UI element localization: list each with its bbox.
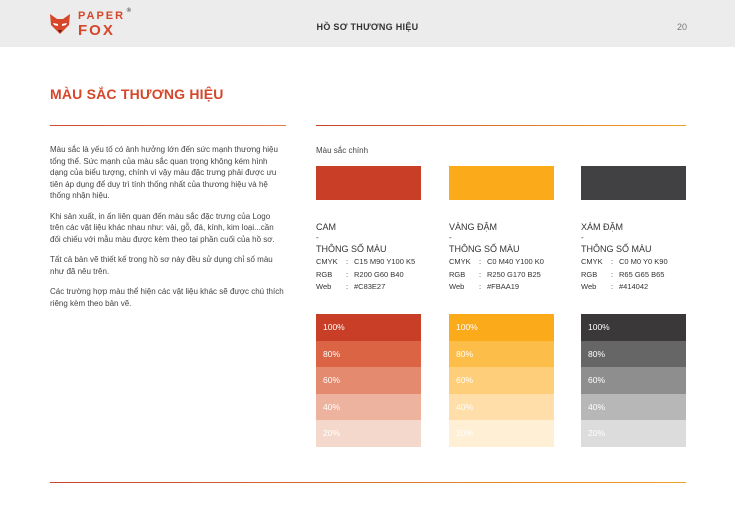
tint-step: 60% [581,367,686,394]
separator: : [346,282,349,291]
section-title: MÀU SẮC THƯƠNG HIỆU [50,86,224,102]
tint-step: 20% [316,420,421,447]
color-swatch [449,166,554,200]
dash: - [581,233,584,242]
separator: : [611,282,614,291]
rgb-row [316,269,446,282]
separator: : [611,269,614,279]
tint-step: 20% [449,420,554,447]
tint-step: 40% [316,394,421,421]
tint-scale [581,314,686,447]
tint-step: 40% [449,394,554,421]
tint-scale [449,314,554,447]
spec-title: THÔNG SỐ MÀU [581,244,652,254]
web-row [581,281,711,294]
main-colors-label: Màu sắc chính [316,146,369,155]
web-row [449,281,579,294]
separator: : [346,269,349,279]
rgb-value: R65 G65 B65 [619,269,665,279]
separator: : [346,257,349,266]
description-text [50,144,286,318]
rgb-key: RGB [581,269,598,279]
separator: : [479,282,482,291]
page-number: 20 [676,22,687,32]
color-spec [316,221,446,294]
rgb-row [449,269,579,282]
document-title: HỒ SƠ THƯƠNG HIỆU [316,22,419,32]
cmyk-key: CMYK [449,257,471,266]
web-key: Web [581,282,597,291]
web-value: #C83E27 [354,282,386,291]
logo-text-fox: FOX [78,21,115,39]
paragraph: Các trường hợp màu thể hiện các vật liệu khác sẽ được chú thích riêng kèm theo bản vẽ. [50,287,284,308]
web-value: #414042 [619,282,649,291]
web-key: Web [316,282,332,291]
color-swatch [581,166,686,200]
tint-step: 60% [316,367,421,394]
spec-title: THÔNG SỐ MÀU [316,244,387,254]
cmyk-row [449,256,579,269]
tint-step: 40% [581,394,686,421]
footer-divider [50,482,686,483]
dash: - [449,233,452,242]
tint-step: 80% [581,341,686,368]
color-spec [581,221,711,294]
tint-scale [316,314,421,447]
rgb-value: R200 G60 B40 [354,269,404,279]
rgb-value: R250 G170 B25 [487,269,541,279]
web-key: Web [449,282,465,291]
cmyk-key: CMYK [316,257,338,266]
tint-step: 100% [316,314,421,341]
rgb-row [581,269,711,282]
logo-text-paper: PAPER ® [78,7,134,22]
rgb-key: RGB [449,269,466,279]
registered-mark: ® [126,7,134,14]
web-row [316,281,446,294]
color-name: VÀNG ĐẬM [449,222,498,232]
tint-step: 80% [316,341,421,368]
tint-step: 100% [449,314,554,341]
tint-step: 80% [449,341,554,368]
cmyk-value: C0 M40 Y100 K0 [487,257,544,266]
separator: : [611,257,614,266]
paragraph: Màu sắc là yếu tố có ảnh hưởng lớn đến sức mạnh thương hiệu tổng thể. Sức mạnh của màu sắc quan trọng không kém hình dạng của biểu tượng, chính vì vậy màu đặc trưng phải được ưu tiên áp dụng để duy trì tính thống nhất của thương hiệu và hệ thống nhận hiệu. [50,145,278,200]
color-name: CAM [316,222,336,232]
color-swatch [316,166,421,200]
cmyk-value: C15 M90 Y100 K5 [354,257,416,266]
separator: : [479,257,482,266]
paragraph: Khi sản xuất, in ấn liên quan đến màu sắc đặc trưng của Logo trên các vật liệu khác nhau như: vải, gỗ, đá, kính, kim loại...cần đối chiếu với mẫu màu được kèm theo tại phần cuối của hồ sơ. [50,211,275,244]
page-header [0,0,735,47]
cmyk-row [581,256,711,269]
tint-step: 60% [449,367,554,394]
section-divider-left [50,125,286,126]
cmyk-value: C0 M0 Y0 K90 [619,257,668,266]
cmyk-row [316,256,446,269]
color-name: XÁM ĐẬM [581,222,624,232]
dash: - [316,233,319,242]
section-divider-right [316,125,686,126]
separator: : [479,269,482,279]
rgb-key: RGB [316,269,333,279]
paragraph: Tất cả bản vẽ thiết kế trong hồ sơ này đều sử dụng chỉ số màu như đã nêu trên. [50,255,273,276]
tint-step: 100% [581,314,686,341]
cmyk-key: CMYK [581,257,603,266]
tint-step: 20% [581,420,686,447]
spec-title: THÔNG SỐ MÀU [449,244,520,254]
web-value: #FBAA19 [487,282,520,291]
color-spec [449,221,579,294]
